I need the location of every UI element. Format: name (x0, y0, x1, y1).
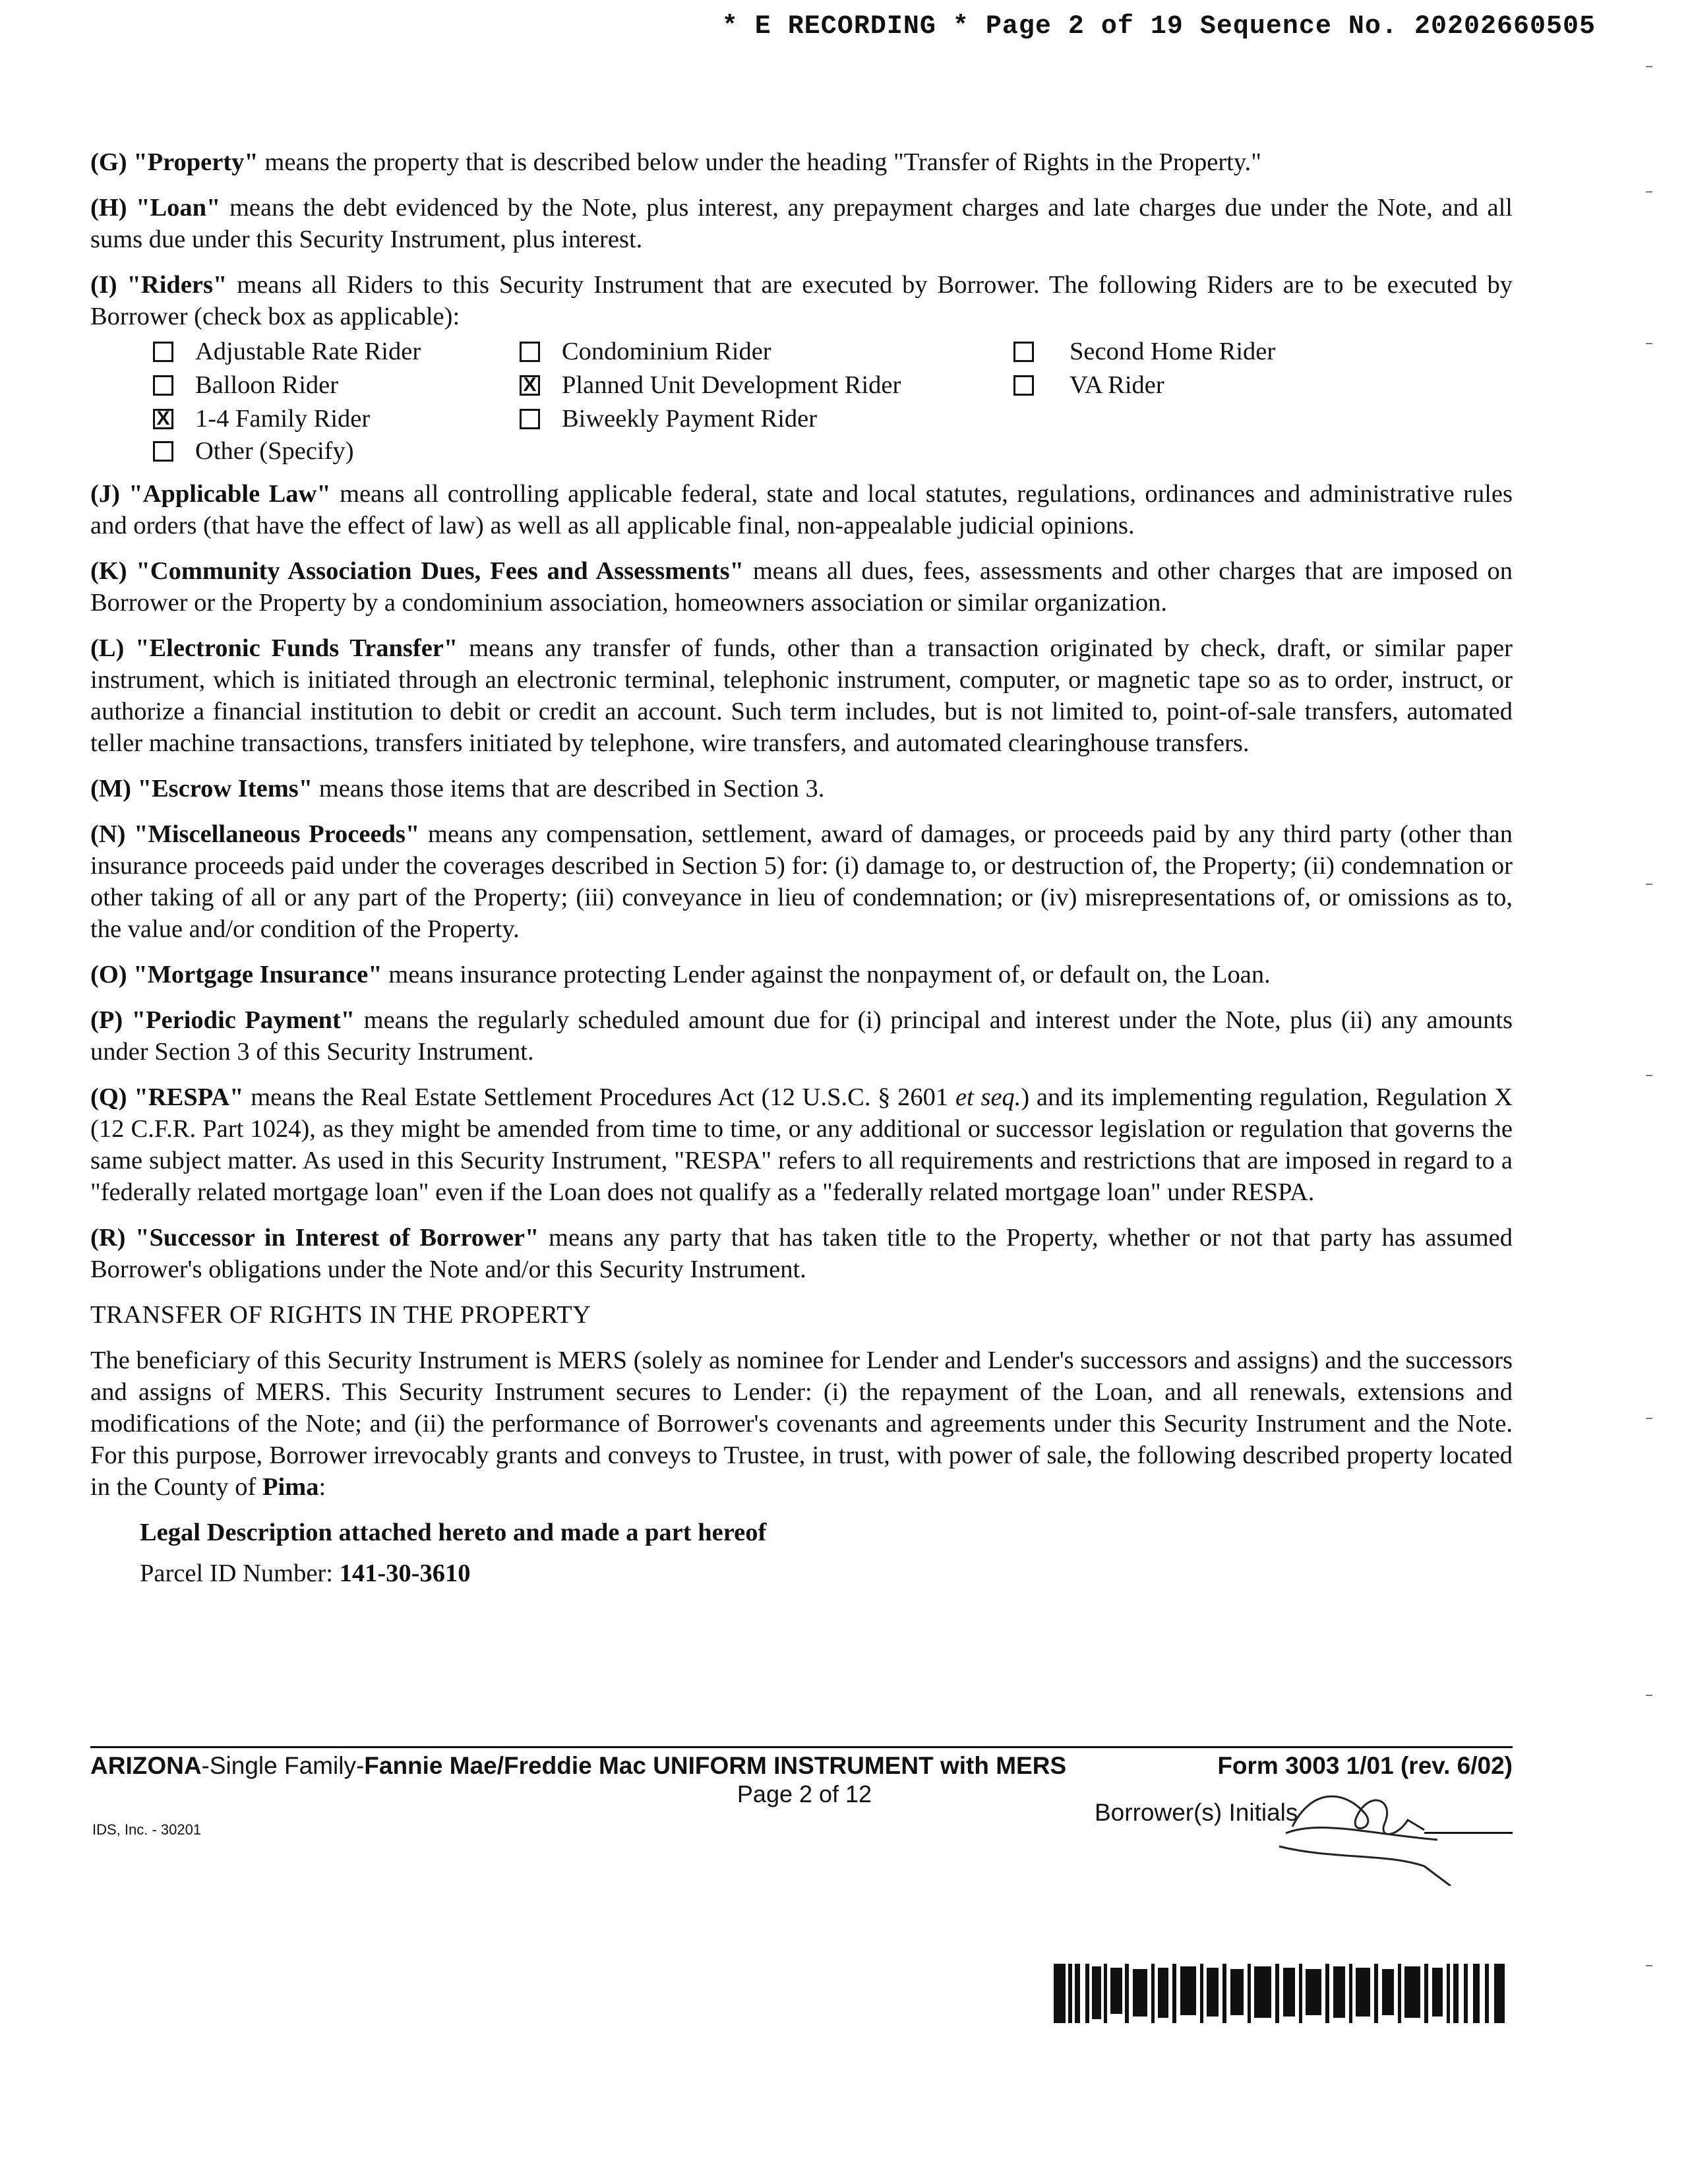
definition-term: (J) "Applicable Law" (90, 480, 331, 508)
form-state: ARIZONA (90, 1752, 202, 1779)
scan-mark (1646, 1965, 1652, 1966)
definition-q (90, 1081, 1513, 1208)
definition-term: (Q) "RESPA" (90, 1083, 244, 1111)
rider-label: VA Rider (1070, 371, 1164, 399)
county-name: Pima (262, 1473, 319, 1501)
form-number: Form 3003 1/01 (rev. 6/02) (1217, 1752, 1513, 1779)
rider-label: Other (Specify) (195, 437, 354, 465)
definition-k (90, 555, 1513, 619)
rider-label: 1-4 Family Rider (195, 405, 371, 433)
scan-mark (1646, 884, 1652, 885)
rider-adjustable-rate[interactable] (153, 336, 421, 367)
transfer-heading: TRANSFER OF RIGHTS IN THE PROPERTY (90, 1301, 591, 1329)
definition-text: means insurance protecting Lender against the nonpayment of, or default on, the Loan. (382, 961, 1271, 988)
definition-text: means the regularly scheduled amount due for (i) principal and interest under the Note, plus (ii) any amounts under Section 3 of this Security Instrument. (90, 1006, 1513, 1066)
transfer-paragraph (90, 1345, 1513, 1503)
definition-text: means the property that is described below under the heading "Transfer of Rights in the Property." (258, 148, 1261, 176)
scan-mark (1646, 1418, 1652, 1419)
form-title (90, 1751, 1066, 1780)
rider-other[interactable] (153, 435, 354, 467)
parcel-label: Parcel ID Number: (140, 1560, 340, 1587)
definition-term: (I) "Riders" (90, 271, 227, 299)
rider-checkbox[interactable] (520, 342, 540, 362)
scan-mark (1646, 66, 1652, 67)
rider-checkbox[interactable] (153, 409, 173, 429)
initials-signature (1266, 1774, 1464, 1886)
rider-label: Adjustable Rate Rider (195, 338, 421, 365)
legal-description (90, 1517, 1513, 1548)
recording-header: * E RECORDING * Page 2 of 19 Sequence No. 20202660505 (721, 12, 1596, 42)
definition-text: means those items that are described in Section 3. (313, 775, 825, 803)
definition-i (90, 269, 1513, 332)
checkbox-x-mark: X (156, 408, 170, 429)
borrower-initials-label: Borrower(s) Initials (1095, 1799, 1298, 1826)
scan-mark (1646, 1695, 1652, 1696)
footer-rule (90, 1746, 1513, 1748)
parcel-id (90, 1558, 1513, 1589)
form-page-number: Page 2 of 12 (737, 1780, 872, 1807)
form-state-rest: -Single Family- (201, 1752, 365, 1779)
definition-text: means all Riders to this Security Instrument that are executed by Borrower. The following Riders are to be executed by Borrower (check box as applicable): (90, 271, 1513, 330)
definition-text: means any compensation, settlement, award of damages, or proceeds paid by any third party (other than insurance proceeds paid under the coverages described in Section 5) for: (i) damage to, or destruction of, the Property; (ii) condemnation or other taking of all or any part of the Property; (iii) conveyance in lieu of condemnation; or (iv) misrepresentations of, or omissions as to, the value and/or condition of the Property. (90, 820, 1513, 943)
transfer-end-punct: : (318, 1473, 326, 1501)
et-seq-citation: et seq. (955, 1083, 1021, 1111)
transfer-text: The beneficiary of this Security Instrument is MERS (solely as nominee for Lender and Lender's successors and assigns) and the successors and assigns of MERS. This Security Instrument secures to Lender: (i) the repayment of the Loan, and all renewals, extensions and modifications of the Note; and (ii) the performance of Borrower's covenants and agreements under this Security Instrument and the Note. For this purpose, Borrower irrevocably grants and conveys to Trustee, in trust, with power of sale, the following described property located in the County of (90, 1347, 1513, 1501)
definition-text: means any party that has taken title to the Property, whether or not that party has assumed Borrower's obligations under the Note and/or this Security Instrument. (90, 1224, 1513, 1283)
definition-term: (O) "Mortgage Insurance" (90, 961, 382, 988)
definition-m (90, 773, 1513, 804)
rider-label: Planned Unit Development Rider (562, 371, 901, 399)
definition-term: (G) "Property" (90, 148, 258, 176)
definition-o (90, 959, 1513, 990)
rider-label: Biweekly Payment Rider (562, 405, 818, 433)
rider-second-home[interactable] (1013, 336, 1275, 367)
rider-checkbox[interactable] (153, 441, 173, 462)
rider-checkbox[interactable] (153, 342, 173, 362)
rider-balloon[interactable] (153, 369, 338, 401)
scan-mark (1646, 191, 1652, 193)
definition-text: means all controlling applicable federal, state and local statutes, regulations, ordinances and administrative rules and orders (that have the effect of law) as well as all applicable final, non-appealable judicial opinions. (90, 480, 1513, 539)
rider-va[interactable] (1013, 369, 1164, 401)
rider-label: Second Home Rider (1070, 338, 1276, 365)
definition-text: means all dues, fees, assessments and other charges that are imposed on Borrower or the Property by a condominium association, homeowners association or similar organization. (90, 557, 1513, 617)
definition-term: (M) "Escrow Items" (90, 775, 313, 803)
rider-checkbox[interactable] (153, 375, 173, 396)
definition-p (90, 1004, 1513, 1068)
rider-label: Condominium Rider (562, 338, 771, 365)
scan-mark (1646, 343, 1652, 344)
legal-description-text: Legal Description attached hereto and made a part hereof (140, 1519, 767, 1546)
definition-l (90, 632, 1513, 759)
definition-h (90, 192, 1513, 255)
rider-checkbox[interactable] (520, 375, 540, 396)
riders-checklist (90, 336, 1513, 468)
definition-text: means any transfer of funds, other than a transaction originated by check, draft, or similar paper instrument, which is initiated through an electronic terminal, telephonic instrument, computer, or magnetic tape so as to order, instruct, or authorize a financial institution to debit or credit an account. Such term includes, but is not limited to, point-of-sale transfers, automated teller machine transactions, transfers initiated by telephone, wire transfers, and automated clearinghouse transfers. (90, 634, 1513, 757)
definition-term: (L) "Electronic Funds Transfer" (90, 634, 458, 662)
parcel-number: 141-30-3610 (339, 1560, 471, 1587)
rider-checkbox[interactable] (1013, 375, 1034, 396)
definition-n (90, 818, 1513, 945)
rider-1-4-family[interactable] (153, 403, 370, 435)
rider-checkbox[interactable] (520, 409, 540, 429)
rider-checkbox[interactable] (1013, 342, 1034, 362)
definition-j (90, 478, 1513, 541)
rider-label: Balloon Rider (195, 371, 339, 399)
barcode-image (1054, 1964, 1509, 2023)
definition-term: (H) "Loan" (90, 194, 221, 222)
rider-planned-unit-development[interactable] (520, 369, 901, 401)
form-instrument: Fannie Mae/Freddie Mac UNIFORM INSTRUMENT with MERS (364, 1752, 1067, 1779)
checkbox-x-mark: X (523, 374, 537, 396)
rider-condominium[interactable] (520, 336, 771, 367)
definition-text: means the debt evidenced by the Note, plus interest, any prepayment charges and late charges due under the Note, and all sums due under this Security Instrument, plus interest. (90, 194, 1513, 253)
rider-biweekly-payment[interactable] (520, 403, 817, 435)
definition-term: (N) "Miscellaneous Proceeds" (90, 820, 420, 848)
ids-code: IDS, Inc. - 30201 (92, 1821, 202, 1838)
definition-r (90, 1222, 1513, 1285)
definition-text: means the Real Estate Settlement Procedures Act (12 U.S.C. § 2601 (243, 1083, 955, 1111)
definition-term: (R) "Successor in Interest of Borrower" (90, 1224, 539, 1252)
scan-mark (1646, 1075, 1652, 1076)
definition-term: (K) "Community Association Dues, Fees and Assessments" (90, 557, 744, 585)
definition-g (90, 146, 1513, 178)
definition-text: ) and its implementing regulation, Regulation X (12 C.F.R. Part 1024), as they might be amended from time to time, or any additional or successor legislation or regulation that governs the same subject matter. As used in this Security Instrument, "RESPA" refers to all requirements and restrictions that are imposed in regard to a "federally related mortgage loan" even if the Loan does not qualify as a "federally related mortgage loan" under RESPA. (90, 1083, 1513, 1206)
definition-term: (P) "Periodic Payment" (90, 1006, 355, 1034)
definitions-column (90, 146, 1513, 1598)
